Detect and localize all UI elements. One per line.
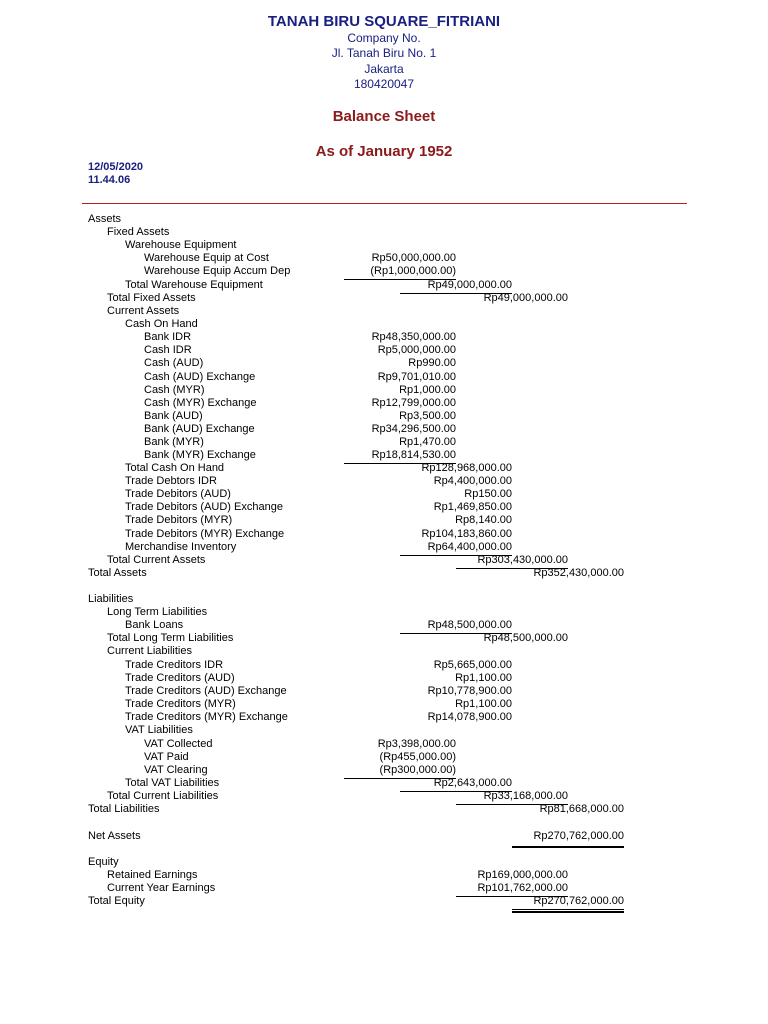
account-label: Warehouse Equipment	[125, 239, 237, 251]
account-label: Cash (AUD)	[144, 357, 204, 369]
statement-row	[0, 265, 768, 278]
statement-row	[0, 869, 768, 882]
statement-row	[0, 514, 768, 527]
account-label: Bank (AUD) Exchange	[144, 423, 255, 435]
account-label: Total Equity	[88, 895, 145, 907]
statement-row	[0, 436, 768, 449]
total-underline	[512, 846, 624, 848]
statement-row	[0, 541, 768, 554]
account-amount: Rp3,398,000.00	[377, 738, 456, 750]
statement-row	[0, 305, 768, 318]
statement-row	[0, 410, 768, 423]
account-label: Fixed Assets	[107, 226, 170, 238]
account-label: Total Long Term Liabilities	[107, 632, 234, 644]
account-label: Total Current Assets	[107, 554, 206, 566]
account-amount: Rp104,183,860.00	[421, 528, 512, 540]
account-amount: Rp101,762,000.00	[477, 882, 568, 894]
total-underline	[512, 911, 624, 913]
account-label: Bank IDR	[144, 331, 192, 343]
statement-row	[0, 397, 768, 410]
company-number: Company No.	[347, 31, 421, 45]
account-amount: Rp1,100.00	[455, 672, 512, 684]
account-label: Total Fixed Assets	[107, 292, 196, 304]
header-divider	[82, 203, 687, 204]
account-label: Trade Creditors IDR	[125, 659, 224, 671]
statement-row	[0, 384, 768, 397]
subtotal-underline	[512, 909, 624, 910]
account-label: Current Liabilities	[107, 645, 192, 657]
account-label: Total Warehouse Equipment	[125, 279, 263, 291]
account-label: Trade Creditors (AUD)	[125, 672, 235, 684]
account-amount: Rp48,500,000.00	[427, 619, 512, 631]
account-label: Trade Creditors (AUD) Exchange	[125, 685, 287, 697]
statement-row	[0, 213, 768, 226]
account-label: Current Year Earnings	[107, 882, 216, 894]
statement-row	[0, 830, 768, 843]
account-amount: Rp303,430,000.00	[477, 554, 568, 566]
statement-row	[0, 331, 768, 344]
account-amount: Rp34,296,500.00	[371, 423, 456, 435]
account-label: Bank (MYR)	[144, 436, 204, 448]
account-amount: Rp48,350,000.00	[371, 331, 456, 343]
account-amount: Rp14,078,900.00	[427, 711, 512, 723]
statement-row	[0, 462, 768, 475]
account-label: Retained Earnings	[107, 869, 198, 881]
account-amount: Rp9,701,010.00	[377, 371, 456, 383]
account-label: VAT Liabilities	[125, 724, 193, 736]
statement-row	[0, 423, 768, 436]
account-label: VAT Clearing	[144, 764, 208, 776]
statement-row	[0, 475, 768, 488]
account-amount: Rp1,000.00	[399, 384, 456, 396]
account-amount: Rp50,000,000.00	[371, 252, 456, 264]
account-label: Total Cash On Hand	[125, 462, 225, 474]
statement-row	[0, 645, 768, 658]
account-label: Warehouse Equip Accum Dep	[144, 265, 291, 277]
account-amount: Rp64,400,000.00	[427, 541, 512, 553]
statement-row	[0, 318, 768, 331]
statement-row	[0, 632, 768, 645]
statement-row	[0, 764, 768, 777]
account-label: Total Liabilities	[88, 803, 160, 815]
account-label: Trade Debitors (MYR) Exchange	[125, 528, 285, 540]
account-amount: Rp352,430,000.00	[533, 567, 624, 579]
statement-row	[0, 226, 768, 239]
statement-row	[0, 790, 768, 803]
statement-row	[0, 501, 768, 514]
statement-row	[0, 239, 768, 252]
account-label: VAT Paid	[144, 751, 189, 763]
report-period: As of January 1952	[315, 143, 453, 160]
statement-row	[0, 554, 768, 567]
account-label: Long Term Liabilities	[107, 606, 208, 618]
statement-row	[0, 619, 768, 632]
account-amount: Rp48,500,000.00	[483, 632, 568, 644]
account-amount: Rp81,668,000.00	[539, 803, 624, 815]
account-label: Bank (MYR) Exchange	[144, 449, 256, 461]
statement-row	[0, 567, 768, 580]
account-amount: Rp5,665,000.00	[433, 659, 512, 671]
account-label: Bank (AUD)	[144, 410, 203, 422]
account-amount: Rp49,000,000.00	[483, 292, 568, 304]
account-label: Cash IDR	[144, 344, 192, 356]
statement-row	[0, 659, 768, 672]
statement-row	[0, 357, 768, 370]
statement-row	[0, 738, 768, 751]
address-city: Jakarta	[364, 62, 404, 76]
statement-row	[0, 856, 768, 869]
statement-row	[0, 711, 768, 724]
account-amount: Rp10,778,900.00	[427, 685, 512, 697]
statement-row	[0, 292, 768, 305]
account-amount: Rp33,168,000.00	[483, 790, 568, 802]
account-label: Cash (AUD) Exchange	[144, 371, 256, 383]
statement-row	[0, 777, 768, 790]
statement-row	[0, 528, 768, 541]
statement-row	[0, 685, 768, 698]
account-label: Total VAT Liabilities	[125, 777, 220, 789]
account-label: Total Assets	[88, 567, 147, 579]
report-date: 12/05/2020	[88, 161, 144, 173]
account-amount: Rp18,814,530.00	[371, 449, 456, 461]
account-amount: (Rp455,000.00)	[379, 751, 456, 763]
account-label: Trade Debitors (AUD)	[125, 488, 231, 500]
account-amount: Rp270,762,000.00	[533, 830, 624, 842]
account-label: VAT Collected	[144, 738, 213, 750]
account-amount: Rp12,799,000.00	[371, 397, 456, 409]
statement-row	[0, 252, 768, 265]
account-label: Bank Loans	[125, 619, 184, 631]
account-amount: Rp5,000,000.00	[377, 344, 456, 356]
report-title: Balance Sheet	[332, 108, 436, 125]
account-label: Trade Debitors (MYR)	[125, 514, 233, 526]
account-label: Assets	[88, 213, 122, 225]
statement-row	[0, 344, 768, 357]
statement-row	[0, 606, 768, 619]
statement-row	[0, 593, 768, 606]
account-label: Trade Debitors (AUD) Exchange	[125, 501, 283, 513]
statement-row	[0, 279, 768, 292]
account-label: Cash On Hand	[125, 318, 198, 330]
account-label: Cash (MYR) Exchange	[144, 397, 257, 409]
account-label: Cash (MYR)	[144, 384, 205, 396]
phone-number: 180420047	[353, 77, 415, 91]
account-label: Warehouse Equip at Cost	[144, 252, 269, 264]
account-label: Trade Creditors (MYR)	[125, 698, 236, 710]
account-amount: Rp49,000,000.00	[427, 279, 512, 291]
statement-row	[0, 449, 768, 462]
account-label: Liabilities	[88, 593, 134, 605]
statement-row	[0, 724, 768, 737]
account-label: Equity	[88, 856, 119, 868]
statement-row	[0, 882, 768, 895]
account-amount: (Rp300,000.00)	[379, 764, 456, 776]
statement-row	[0, 371, 768, 384]
statement-row	[0, 672, 768, 685]
company-name: TANAH BIRU SQUARE_FITRIANI	[267, 13, 501, 30]
statement-row	[0, 698, 768, 711]
statement-row	[0, 895, 768, 908]
account-label: Net Assets	[88, 830, 141, 842]
statement-row	[0, 803, 768, 816]
account-label: Merchandise Inventory	[125, 541, 237, 553]
account-label: Trade Debtors IDR	[125, 475, 217, 487]
address-street: Jl. Tanah Biru No. 1	[331, 46, 437, 60]
account-amount: Rp4,400,000.00	[433, 475, 512, 487]
account-amount: Rp1,469,850.00	[433, 501, 512, 513]
account-amount: Rp8,140.00	[455, 514, 512, 526]
account-amount: Rp128,968,000.00	[421, 462, 512, 474]
statement-row	[0, 488, 768, 501]
account-amount: Rp270,762,000.00	[533, 895, 624, 907]
account-amount: (Rp1,000,000.00)	[370, 265, 456, 277]
account-label: Total Current Liabilities	[107, 790, 219, 802]
account-label: Current Assets	[107, 305, 180, 317]
account-amount: Rp3,500.00	[399, 410, 456, 422]
account-amount: Rp1,470.00	[399, 436, 456, 448]
report-time: 11.44.06	[88, 174, 131, 186]
account-amount: Rp990.00	[408, 357, 456, 369]
account-amount: Rp2,643,000.00	[433, 777, 512, 789]
statement-row	[0, 751, 768, 764]
account-amount: Rp169,000,000.00	[477, 869, 568, 881]
account-label: Trade Creditors (MYR) Exchange	[125, 711, 288, 723]
account-amount: Rp150.00	[464, 488, 512, 500]
account-amount: Rp1,100.00	[455, 698, 512, 710]
